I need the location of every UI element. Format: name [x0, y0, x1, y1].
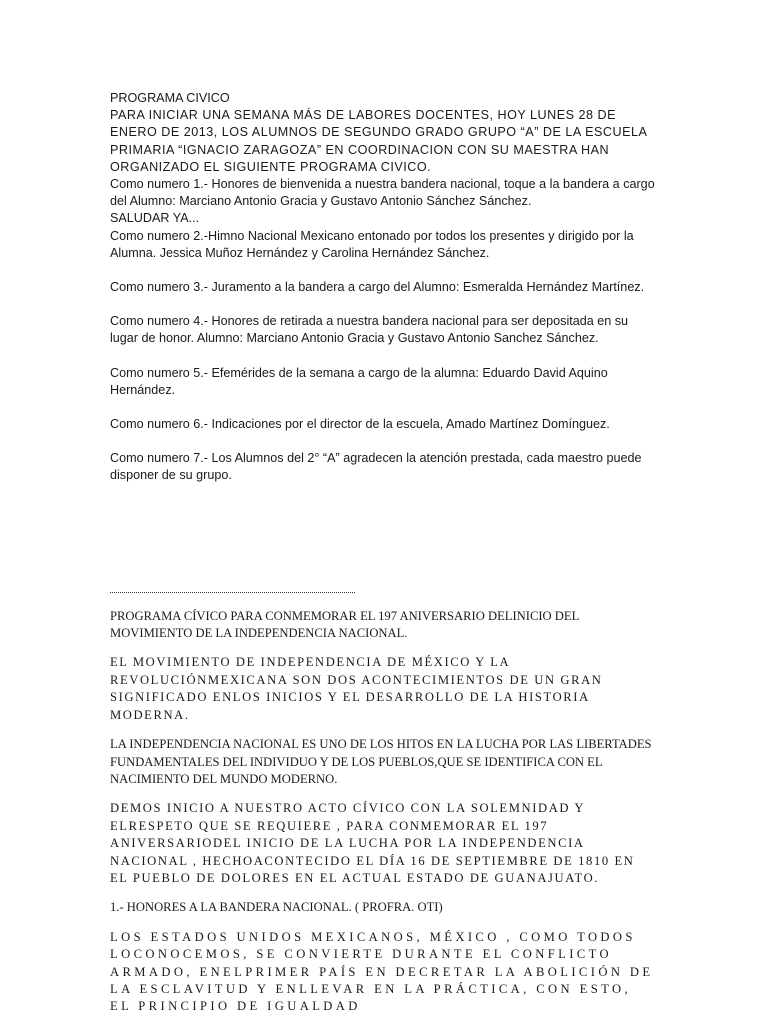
program-item-1: Como numero 1.- Honores de bienvenida a nuestra bandera nacional, toque a la bandera a cargo del Alumno: Marciano Antonio Gracia y Gustavo Antonio Sánchez Sánchez.: [110, 177, 655, 209]
independence-paragraph-4: LOS ESTADOS UNIDOS MEXICANOS, MÉXICO , COMO TODOS LOCONOCEMOS, SE CONVIERTE DURANTE EL CONFLICTO ARMADO, ENELPRIMER PAÍS EN DECRETAR LA ABOLICIÓN DE LA ESCLAVITUD Y ENLLEVAR EN LA PRÁCTICA, CON ESTO, EL PRINCIPIO DE IGUALDAD: [110, 929, 654, 1014]
program-item-5: Como numero 5.- Efemérides de la semana a cargo de la alumna: Eduardo David Aquino Hernández.: [110, 365, 608, 397]
honores-item: 1.- HONORES A LA BANDERA NACIONAL. ( PROFRA. OTI): [110, 900, 443, 915]
saludar-line: SALUDAR YA...: [110, 211, 200, 226]
dotted-separator: [110, 586, 355, 593]
program-item-6: Como numero 6.- Indicaciones por el director de la escuela, Amado Martínez Domínguez.: [110, 417, 610, 432]
program-item-2: Como numero 2.-Himno Nacional Mexicano entonado por todos los presentes y dirigido por la Alumna. Jessica Muñoz Hernández y Carolina Hernández Sánchez.: [110, 228, 634, 260]
independence-paragraph-3: DEMOS INICIO A NUESTRO ACTO CÍVICO CON LA SOLEMNIDAD Y ELRESPETO QUE SE REQUIERE , PARA CONMEMORAR EL 197 ANIVERSARIODEL INICIO DE LA LUCHA POR LA INDEPENDENCIA NACIONAL , HECHOACONTECIDO EL DÍA 16 DE SEPTIEMBRE DE 1810 EN EL PUEBLO DE DOLORES EN EL ACTUAL ESTADO DE GUANAJUATO.: [110, 801, 635, 885]
programa-civico-independencia: [110, 608, 655, 1016]
programa-civico-enero: [110, 90, 655, 485]
independence-paragraph-2: LA INDEPENDENCIA NACIONAL ES UNO DE LOS HITOS EN LA LUCHA POR LAS LIBERTADES FUNDAMENTALES DEL INDIVIDUO Y DE LOS PUEBLOS,QUE SE IDENTIFICA CON EL NACIMIENTO DEL MUNDO MODERNO.: [110, 737, 652, 786]
independence-title: PROGRAMA CÍVICO PARA CONMEMORAR EL 197 ANIVERSARIO DELINICIO DEL MOVIMIENTO DE LA INDEPENDENCIA NACIONAL.: [110, 608, 579, 641]
independence-paragraph-1: EL MOVIMIENTO DE INDEPENDENCIA DE MÉXICO Y LA REVOLUCIÓNMEXICANA SON DOS ACONTECIMIENTOS DE UN GRAN SIGNIFICADO ENLOS INICIOS Y EL DESARROLLO DE LA HISTORIA MODERNA.: [110, 655, 603, 722]
document-page: [110, 90, 655, 1028]
intro-paragraph: PARA INICIAR UNA SEMANA MÁS DE LABORES DOCENTES, HOY LUNES 28 DE ENERO DE 2013, LOS ALUMNOS DE SEGUNDO GRADO GRUPO “A” DE LA ESCUELA PRIMARIA “IGNACIO ZARAGOZA” EN COORDINACION CON SU MAESTRA HAN ORGANIZADO EL SIGUIENTE PROGRAMA CIVICO.: [110, 108, 647, 174]
program-item-3: Como numero 3.- Juramento a la bandera a cargo del Alumno: Esmeralda Hernández Martínez.: [110, 280, 645, 295]
section-title: PROGRAMA CIVICO: [110, 91, 230, 105]
program-item-7: Como numero 7.- Los Alumnos del 2° “A” agradecen la atención prestada, cada maestro puede disponer de su grupo.: [110, 451, 642, 483]
program-item-4: Como numero 4.- Honores de retirada a nuestra bandera nacional para ser depositada en su lugar de honor. Alumno: Marciano Antonio Gracia y Gustavo Antonio Sanchez Sánchez.: [110, 314, 629, 346]
